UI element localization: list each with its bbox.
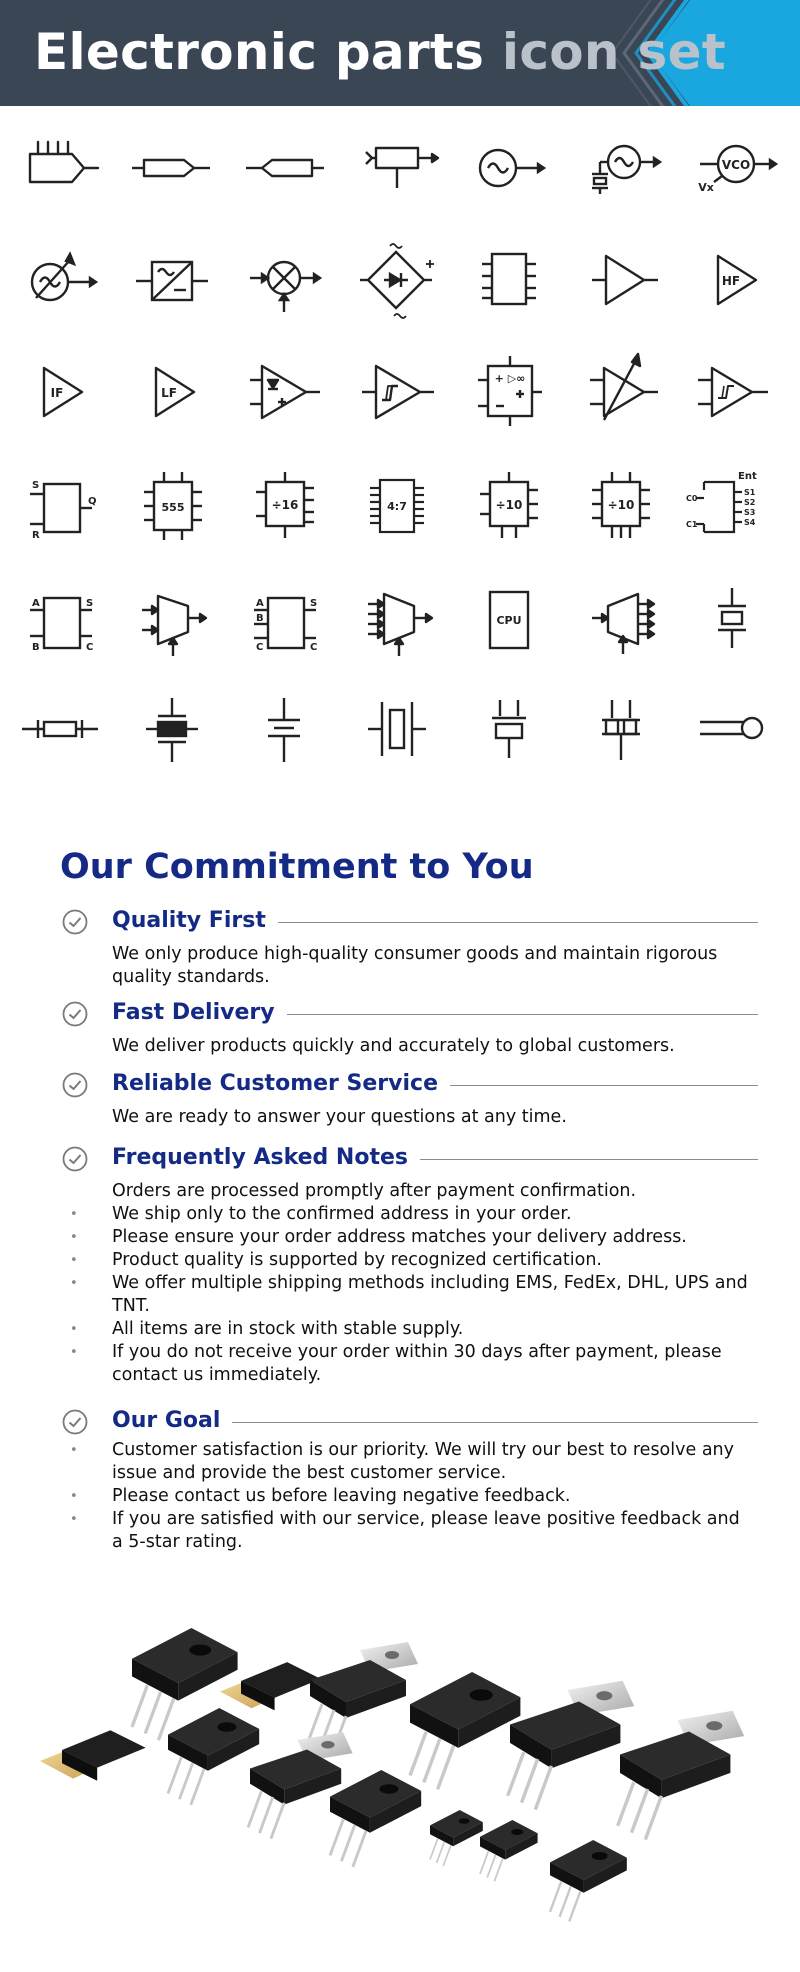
hf-label: HF	[721, 274, 741, 288]
multiplexer-icon	[116, 560, 228, 672]
header-banner	[0, 0, 800, 106]
section-reliable-service	[60, 1068, 740, 1128]
title-main: Electronic parts	[34, 23, 485, 81]
fa-co-label: C	[310, 642, 318, 653]
hf-amplifier-icon	[676, 224, 788, 336]
section-body	[112, 1180, 752, 1387]
variable-amplifier-icon	[564, 336, 676, 448]
sr-q-label: Q	[88, 496, 97, 507]
timer-555-icon	[116, 448, 228, 560]
section-fast-delivery	[60, 997, 740, 1057]
encoder-label: Ent	[738, 471, 757, 482]
battery-cell-icon	[228, 672, 340, 784]
encoder-s4-label: S4	[744, 518, 756, 527]
encoder-s2-label: S2	[744, 498, 756, 507]
section-body	[112, 1439, 752, 1554]
vco-label: VCO	[721, 158, 751, 172]
list-item: • Please contact us before leaving negative feedback.	[112, 1485, 752, 1508]
demultiplexer-icon	[564, 560, 676, 672]
list-item: • Product quality is supported by recognized certification.	[112, 1249, 752, 1272]
optocoupler-amplifier-icon	[228, 336, 340, 448]
ac-dc-converter-icon	[116, 224, 228, 336]
vco-icon	[676, 112, 788, 224]
list-item: • Customer satisfaction is our priority. We will try our best to resolve any issue and provide the best customer service.	[112, 1439, 752, 1485]
section-heading: Frequently Asked Notes	[112, 1142, 420, 1174]
resistor-icon	[4, 672, 116, 784]
cpu-icon	[452, 560, 564, 672]
svg-text:+ ▷∞: + ▷∞	[494, 372, 526, 385]
if-label: IF	[50, 386, 64, 400]
ratio-chip-label: 4:7	[387, 500, 407, 513]
ic-chip-icon	[452, 224, 564, 336]
check-circle-icon	[62, 909, 88, 935]
crystal-resonator-icon	[676, 560, 788, 672]
sr-s-label: S	[32, 480, 40, 491]
divider-16-icon	[228, 448, 340, 560]
divider-10-label: ÷10	[495, 498, 523, 512]
section-body	[112, 1106, 752, 1129]
schmitt-trigger-icon	[340, 336, 452, 448]
cpu-label: CPU	[496, 614, 522, 627]
ha-c-label: C	[86, 642, 94, 653]
section-heading: Reliable Customer Service	[112, 1068, 450, 1100]
encoder-icon	[676, 448, 788, 560]
section-heading: Our Goal	[112, 1405, 232, 1437]
fa-a-label: A	[256, 598, 264, 609]
icon-grid	[0, 106, 800, 806]
vco-sub-label: Vx	[698, 181, 714, 194]
amplifier-icon	[564, 224, 676, 336]
section-line: We only produce high-quality consumer goods and maintain rigorous quality standards.	[112, 944, 718, 987]
crystal-oscillator-icon	[564, 112, 676, 224]
timer-555-label: 555	[161, 501, 185, 514]
piezo-buzzer-icon	[452, 672, 564, 784]
encoder-s3-label: S3	[744, 508, 756, 517]
ha-s-label: S	[86, 598, 94, 609]
list-item: • If you are satisfied with our service, please leave positive feedback and a 5-star rating.	[112, 1508, 752, 1554]
check-circle-icon	[62, 1409, 88, 1435]
ha-b-label: B	[32, 642, 40, 653]
section-heading: Fast Delivery	[112, 997, 287, 1029]
oscillator-icon	[452, 112, 564, 224]
list-item: Orders are processed promptly after payment confirmation.	[112, 1181, 637, 1201]
divider-10-icon	[452, 448, 564, 560]
if-amplifier-icon	[4, 336, 116, 448]
commitment-title: Our Commitment to You	[60, 847, 534, 887]
section-line: We are ready to answer your questions at any time.	[112, 1107, 567, 1127]
full-adder-icon	[228, 560, 340, 672]
divider-10-alt-label: ÷10	[607, 498, 635, 512]
dual-crystal-icon	[564, 672, 676, 784]
section-body	[112, 1035, 752, 1058]
check-circle-icon	[62, 1146, 88, 1172]
potentiometer-icon	[340, 112, 452, 224]
encoder-c0-label: C0	[686, 494, 698, 503]
section-our-goal	[60, 1405, 740, 1555]
fuse-right-icon	[228, 112, 340, 224]
divider-16-label: ÷16	[271, 498, 299, 512]
section-body	[112, 943, 752, 989]
bridge-rectifier-icon	[340, 224, 452, 336]
section-heading: Quality First	[112, 905, 278, 937]
check-circle-icon	[62, 1072, 88, 1098]
title-accent: icon set	[501, 23, 727, 81]
sr-r-label: R	[32, 530, 40, 541]
coaxial-connector-icon	[676, 672, 788, 784]
fuse-left-icon	[116, 112, 228, 224]
list-item: • All items are in stock with stable supply.	[112, 1318, 752, 1341]
variable-oscillator-icon	[4, 224, 116, 336]
half-adder-icon	[4, 560, 116, 672]
op-amp-block-icon	[452, 336, 564, 448]
ceramic-resonator-icon	[116, 672, 228, 784]
sr-latch-icon	[4, 448, 116, 560]
fa-c-label: C	[256, 642, 264, 653]
section-line: We deliver products quickly and accurately to global customers.	[112, 1036, 675, 1056]
antenna-connector-icon	[4, 112, 116, 224]
page-title	[34, 22, 726, 82]
fa-b-label: B	[256, 613, 264, 624]
transistor-product-photo	[40, 1620, 760, 1960]
list-item: • We ship only to the confirmed address in your order.	[112, 1203, 752, 1226]
check-circle-icon	[62, 1001, 88, 1027]
section-quality-first	[60, 905, 740, 985]
quartz-crystal-icon	[340, 672, 452, 784]
list-item: • Please ensure your order address matches your delivery address.	[112, 1226, 752, 1249]
encoder-c1-label: C1	[686, 520, 698, 529]
fa-s-label: S	[310, 598, 318, 609]
lf-label: LF	[161, 386, 177, 400]
list-item: • We offer multiple shipping methods including EMS, FedEx, DHL, UPS and TNT.	[112, 1272, 752, 1318]
encoder-s1-label: S1	[744, 488, 756, 497]
schmitt-buffer-icon	[676, 336, 788, 448]
divider-10-alt-icon	[564, 448, 676, 560]
multiplexer-4-icon	[340, 560, 452, 672]
mixer-icon	[228, 224, 340, 336]
ratio-chip-icon	[340, 448, 452, 560]
lf-amplifier-icon	[116, 336, 228, 448]
section-faq-notes	[60, 1142, 748, 1392]
list-item: • If you do not receive your order within 30 days after payment, please contact us immediately.	[112, 1341, 752, 1387]
ha-a-label: A	[32, 598, 40, 609]
